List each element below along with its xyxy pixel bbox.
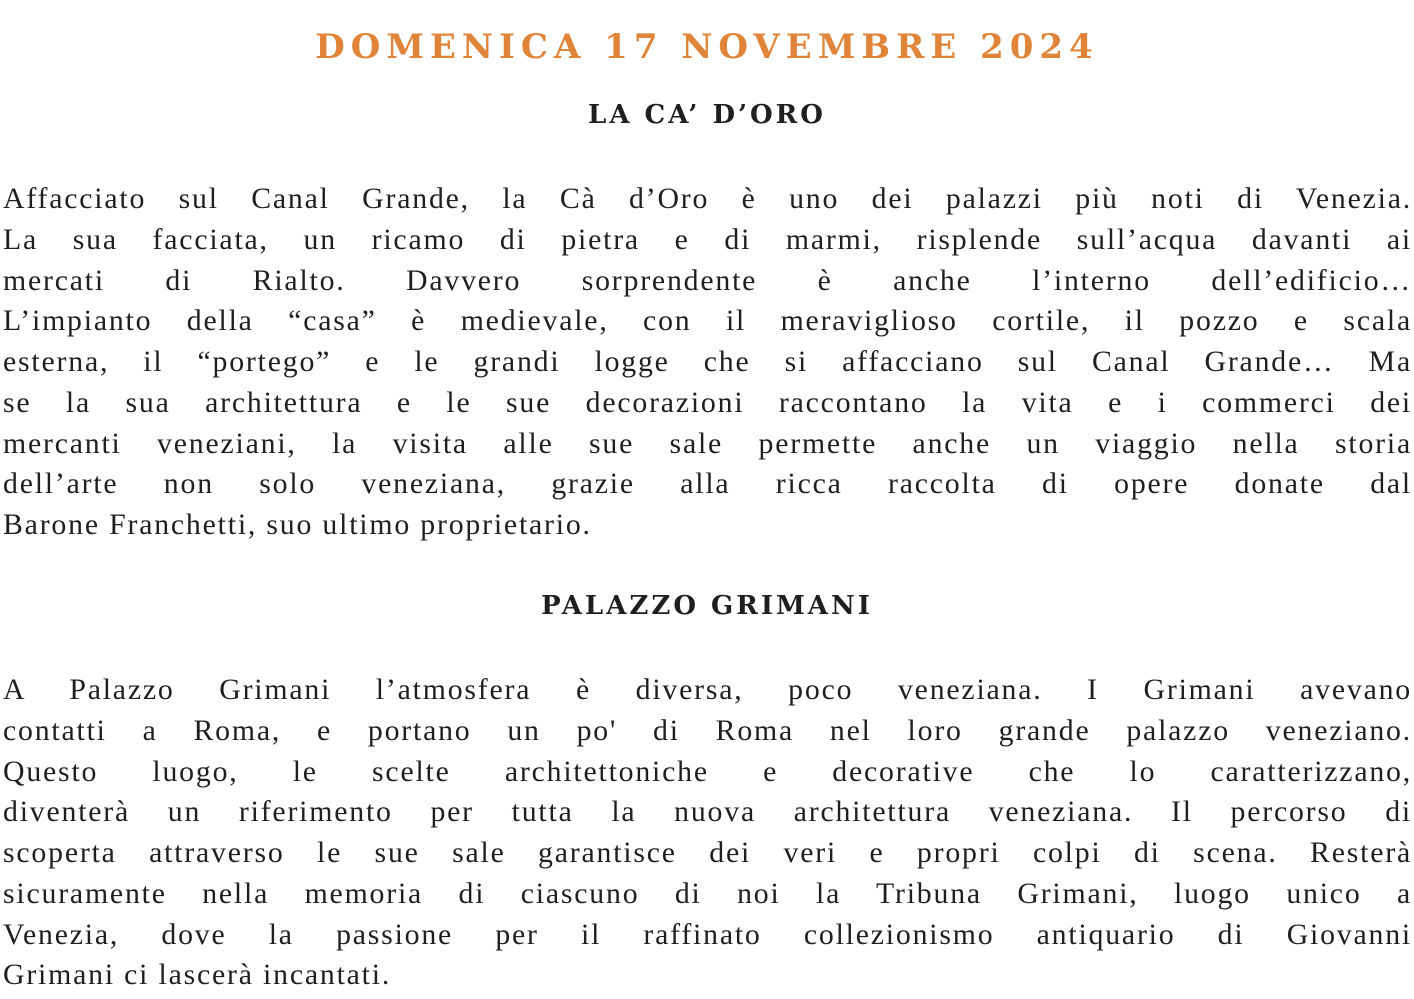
body-line: mercati di Rialto. Davvero sorprendente è anche l’interno dell’edificio… <box>3 263 1412 297</box>
date-title: DOMENICA 17 NOVEMBRE 2024 <box>315 27 1099 67</box>
body-line: Affacciato sul Canal Grande, la Cà d’Oro è uno dei palazzi più noti di Venezia. <box>3 182 1412 215</box>
body-line: A Palazzo Grimani l’atmosfera è diversa, poco veneziana. I Grimani avevano <box>3 673 1412 706</box>
body-line: diventerà un riferimento per tutta la nuova architettura veneziana. Il percorso di <box>3 795 1412 829</box>
body-line: Venezia, dove la passione per il raffinato collezionismo antiquario di Giovanni <box>3 917 1412 951</box>
body-line: dell’arte non solo veneziana, grazie alla ricca raccolta di opere donate dal <box>3 467 1412 501</box>
body-line: scoperta attraverso le sue sale garantisce dei veri e propri colpi di scena. Resterà <box>3 836 1412 869</box>
body-line: L’impianto della “casa” è medievale, con il meraviglioso cortile, il pozzo e scala <box>3 304 1412 338</box>
section-body-palazzo-grimani <box>3 670 1412 996</box>
body-line: Questo luogo, le scelte architettoniche e decorative che lo caratterizzano, <box>3 754 1412 788</box>
body-line: contatti a Roma, e portano un po' di Roma nel loro grande palazzo veneziano. <box>3 713 1412 747</box>
section-heading-ca-doro: LA CA’ D’ORO <box>588 100 826 130</box>
body-line: Grimani ci lascerà incantati. <box>3 958 392 992</box>
body-line: mercanti veneziani, la visita alle sue sale permette anche un viaggio nella storia <box>3 426 1412 460</box>
body-line: se la sua architettura e le sue decorazioni raccontano la vita e i commerci dei <box>3 385 1412 419</box>
section-body-ca-doro <box>3 179 1412 546</box>
body-line: Barone Franchetti, suo ultimo proprietario. <box>3 508 592 541</box>
body-line: esterna, il “portego” e le grandi logge che si affacciano sul Canal Grande… Ma <box>3 345 1412 378</box>
body-line: sicuramente nella memoria di ciascuno di noi la Tribuna Grimani, luogo unico a <box>3 876 1412 910</box>
body-line: La sua facciata, un ricamo di pietra e di marmi, risplende sull’acqua davanti ai <box>3 222 1412 256</box>
section-heading-palazzo-grimani: PALAZZO GRIMANI <box>541 591 873 621</box>
